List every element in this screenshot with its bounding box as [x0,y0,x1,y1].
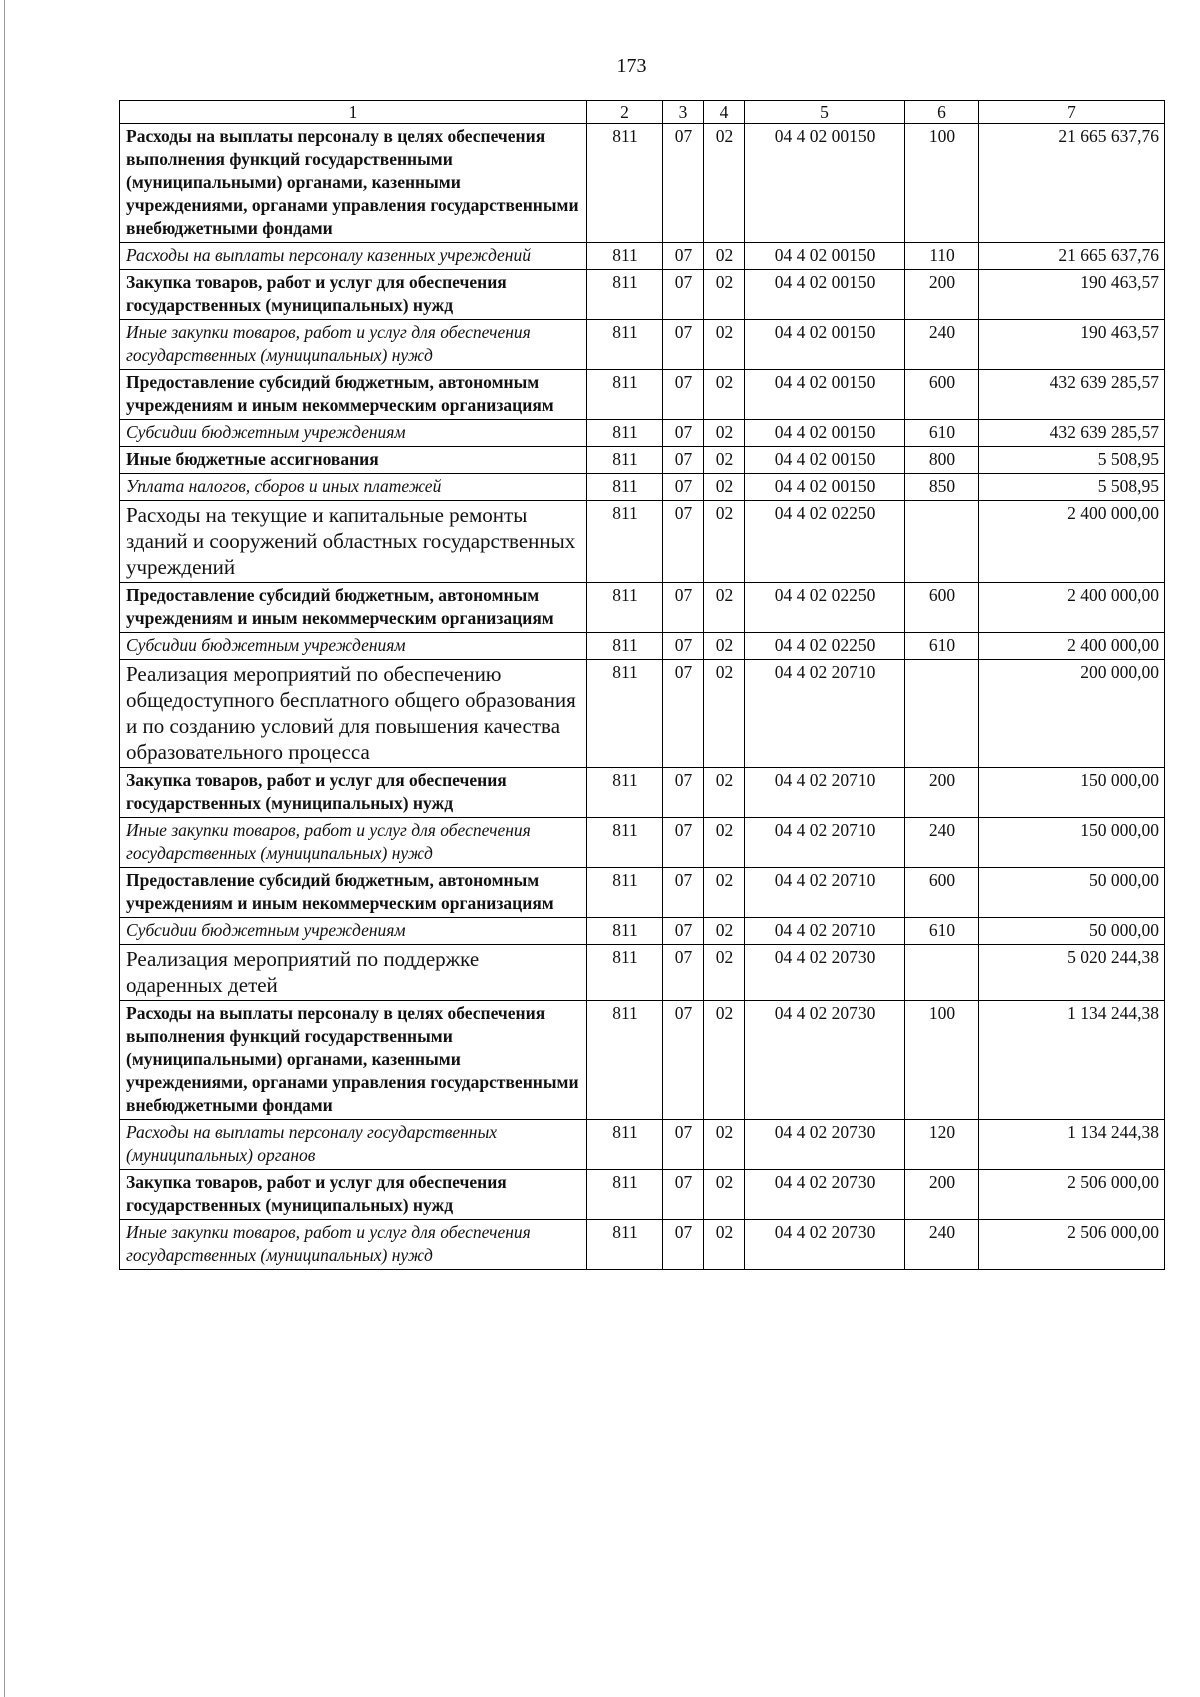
section-code-cell: 07 [663,945,704,1001]
expense-name-cell: Предоставление субсидий бюджетным, автономным учреждениям и иным некоммерческим организациям [120,868,587,918]
amount-cell: 50 000,00 [979,918,1165,945]
expense-type-cell: 600 [905,583,979,633]
table-row [120,1120,1165,1170]
scan-edge-line [4,0,5,1697]
target-article-cell: 04 4 02 00150 [745,270,905,320]
expense-name-cell: Расходы на текущие и капитальные ремонты зданий и сооружений областных государственных учреждений [120,501,587,583]
target-article-cell: 04 4 02 20710 [745,660,905,768]
ministry-code-cell: 811 [587,868,663,918]
subsection-code-cell: 02 [704,660,745,768]
subsection-code-cell: 02 [704,420,745,447]
table-row [120,420,1165,447]
column-header: 2 [587,101,663,124]
expense-type-cell [905,660,979,768]
ministry-code-cell: 811 [587,660,663,768]
header-row [120,101,1165,124]
target-article-cell: 04 4 02 02250 [745,633,905,660]
section-code-cell: 07 [663,1120,704,1170]
section-code-cell: 07 [663,243,704,270]
budget-table [119,100,1165,1270]
section-code-cell: 07 [663,1170,704,1220]
expense-type-cell: 610 [905,633,979,660]
expense-name-cell: Расходы на выплаты персоналу казенных учреждений [120,243,587,270]
table-row [120,868,1165,918]
expense-type-cell: 610 [905,918,979,945]
ministry-code-cell: 811 [587,818,663,868]
target-article-cell: 04 4 02 20710 [745,868,905,918]
target-article-cell: 04 4 02 02250 [745,583,905,633]
expense-name-cell: Реализация мероприятий по обеспечению общедоступного бесплатного общего образования и по созданию условий для повышения качества образовательного процесса [120,660,587,768]
target-article-cell: 04 4 02 00150 [745,420,905,447]
expense-type-cell: 600 [905,370,979,420]
expense-type-cell: 800 [905,447,979,474]
subsection-code-cell: 02 [704,370,745,420]
page-number: 173 [616,55,647,77]
table-row [120,945,1165,1001]
ministry-code-cell: 811 [587,243,663,270]
section-code-cell: 07 [663,583,704,633]
table-row [120,124,1165,243]
ministry-code-cell: 811 [587,633,663,660]
expense-type-cell: 200 [905,768,979,818]
table-row [120,1170,1165,1220]
expense-name-cell: Закупка товаров, работ и услуг для обеспечения государственных (муниципальных) нужд [120,1170,587,1220]
amount-cell: 50 000,00 [979,868,1165,918]
target-article-cell: 04 4 02 20730 [745,1170,905,1220]
expense-type-cell: 100 [905,124,979,243]
target-article-cell: 04 4 02 00150 [745,370,905,420]
expense-name-cell: Расходы на выплаты персоналу в целях обеспечения выполнения функций государственными (муниципальными) органами, казенными учреждениями, органами управления государственными внебюджетными фондами [120,124,587,243]
expense-name-cell: Предоставление субсидий бюджетным, автономным учреждениям и иным некоммерческим организациям [120,583,587,633]
ministry-code-cell: 811 [587,945,663,1001]
amount-cell: 432 639 285,57 [979,370,1165,420]
target-article-cell: 04 4 02 00150 [745,447,905,474]
amount-cell: 190 463,57 [979,270,1165,320]
ministry-code-cell: 811 [587,370,663,420]
amount-cell: 2 400 000,00 [979,633,1165,660]
amount-cell: 5 020 244,38 [979,945,1165,1001]
section-code-cell: 07 [663,270,704,320]
table-row [120,583,1165,633]
ministry-code-cell: 811 [587,270,663,320]
expense-name-cell: Предоставление субсидий бюджетным, автономным учреждениям и иным некоммерческим организациям [120,370,587,420]
amount-cell: 2 400 000,00 [979,501,1165,583]
ministry-code-cell: 811 [587,501,663,583]
ministry-code-cell: 811 [587,1170,663,1220]
ministry-code-cell: 811 [587,583,663,633]
section-code-cell: 07 [663,660,704,768]
expense-type-cell: 240 [905,320,979,370]
ministry-code-cell: 811 [587,124,663,243]
column-header: 1 [120,101,587,124]
amount-cell: 2 506 000,00 [979,1220,1165,1270]
expense-name-cell: Субсидии бюджетным учреждениям [120,633,587,660]
expense-type-cell: 200 [905,1170,979,1220]
expense-type-cell: 200 [905,270,979,320]
ministry-code-cell: 811 [587,1220,663,1270]
section-code-cell: 07 [663,447,704,474]
expense-name-cell: Иные закупки товаров, работ и услуг для обеспечения государственных (муниципальных) нужд [120,1220,587,1270]
expense-name-cell: Иные бюджетные ассигнования [120,447,587,474]
amount-cell: 1 134 244,38 [979,1120,1165,1170]
expense-name-cell: Уплата налогов, сборов и иных платежей [120,474,587,501]
table-row [120,1001,1165,1120]
table-row [120,1220,1165,1270]
target-article-cell: 04 4 02 02250 [745,501,905,583]
amount-cell: 21 665 637,76 [979,124,1165,243]
subsection-code-cell: 02 [704,1001,745,1120]
target-article-cell: 04 4 02 00150 [745,243,905,270]
ministry-code-cell: 811 [587,768,663,818]
ministry-code-cell: 811 [587,474,663,501]
target-article-cell: 04 4 02 20710 [745,818,905,868]
expense-type-cell: 610 [905,420,979,447]
expense-type-cell: 850 [905,474,979,501]
table-row [120,918,1165,945]
target-article-cell: 04 4 02 20710 [745,768,905,818]
column-header: 4 [704,101,745,124]
target-article-cell: 04 4 02 00150 [745,474,905,501]
ministry-code-cell: 811 [587,918,663,945]
target-article-cell: 04 4 02 20730 [745,1001,905,1120]
section-code-cell: 07 [663,420,704,447]
subsection-code-cell: 02 [704,818,745,868]
table-row [120,270,1165,320]
expense-type-cell [905,501,979,583]
expense-type-cell: 240 [905,1220,979,1270]
section-code-cell: 07 [663,370,704,420]
amount-cell: 432 639 285,57 [979,420,1165,447]
table-row [120,447,1165,474]
expense-type-cell: 100 [905,1001,979,1120]
section-code-cell: 07 [663,1001,704,1120]
amount-cell: 2 506 000,00 [979,1170,1165,1220]
target-article-cell: 04 4 02 20730 [745,1120,905,1170]
table-row [120,370,1165,420]
expense-type-cell: 120 [905,1120,979,1170]
amount-cell: 150 000,00 [979,818,1165,868]
column-header: 5 [745,101,905,124]
subsection-code-cell: 02 [704,447,745,474]
ministry-code-cell: 811 [587,420,663,447]
ministry-code-cell: 811 [587,1001,663,1120]
section-code-cell: 07 [663,633,704,660]
expense-name-cell: Расходы на выплаты персоналу в целях обеспечения выполнения функций государственными (муниципальными) органами, казенными учреждениями, органами управления государственными внебюджетными фондами [120,1001,587,1120]
target-article-cell: 04 4 02 00150 [745,320,905,370]
column-header: 7 [979,101,1165,124]
target-article-cell: 04 4 02 00150 [745,124,905,243]
table-row [120,320,1165,370]
expense-name-cell: Закупка товаров, работ и услуг для обеспечения государственных (муниципальных) нужд [120,270,587,320]
amount-cell: 190 463,57 [979,320,1165,370]
ministry-code-cell: 811 [587,1120,663,1170]
expense-name-cell: Реализация мероприятий по поддержке одаренных детей [120,945,587,1001]
subsection-code-cell: 02 [704,124,745,243]
expense-name-cell: Закупка товаров, работ и услуг для обеспечения государственных (муниципальных) нужд [120,768,587,818]
expense-name-cell: Расходы на выплаты персоналу государственных (муниципальных) органов [120,1120,587,1170]
expense-name-cell: Субсидии бюджетным учреждениям [120,420,587,447]
subsection-code-cell: 02 [704,474,745,501]
subsection-code-cell: 02 [704,320,745,370]
table-row [120,768,1165,818]
amount-cell: 200 000,00 [979,660,1165,768]
ministry-code-cell: 811 [587,320,663,370]
section-code-cell: 07 [663,868,704,918]
subsection-code-cell: 02 [704,945,745,1001]
subsection-code-cell: 02 [704,868,745,918]
expense-type-cell: 600 [905,868,979,918]
target-article-cell: 04 4 02 20730 [745,945,905,1001]
subsection-code-cell: 02 [704,243,745,270]
subsection-code-cell: 02 [704,270,745,320]
expense-type-cell: 240 [905,818,979,868]
ministry-code-cell: 811 [587,447,663,474]
section-code-cell: 07 [663,918,704,945]
expense-name-cell: Иные закупки товаров, работ и услуг для обеспечения государственных (муниципальных) нужд [120,320,587,370]
table-row [120,633,1165,660]
subsection-code-cell: 02 [704,1220,745,1270]
section-code-cell: 07 [663,474,704,501]
section-code-cell: 07 [663,320,704,370]
subsection-code-cell: 02 [704,583,745,633]
expense-type-cell: 110 [905,243,979,270]
amount-cell: 21 665 637,76 [979,243,1165,270]
column-header: 3 [663,101,704,124]
table-row [120,243,1165,270]
subsection-code-cell: 02 [704,918,745,945]
expense-name-cell: Иные закупки товаров, работ и услуг для обеспечения государственных (муниципальных) нужд [120,818,587,868]
column-header: 6 [905,101,979,124]
section-code-cell: 07 [663,501,704,583]
subsection-code-cell: 02 [704,1170,745,1220]
table-row [120,501,1165,583]
section-code-cell: 07 [663,1220,704,1270]
expense-name-cell: Субсидии бюджетным учреждениям [120,918,587,945]
amount-cell: 150 000,00 [979,768,1165,818]
section-code-cell: 07 [663,818,704,868]
table-row [120,660,1165,768]
target-article-cell: 04 4 02 20710 [745,918,905,945]
amount-cell: 5 508,95 [979,474,1165,501]
amount-cell: 5 508,95 [979,447,1165,474]
section-code-cell: 07 [663,768,704,818]
table-row [120,818,1165,868]
section-code-cell: 07 [663,124,704,243]
table-row [120,474,1165,501]
target-article-cell: 04 4 02 20730 [745,1220,905,1270]
subsection-code-cell: 02 [704,1120,745,1170]
subsection-code-cell: 02 [704,768,745,818]
subsection-code-cell: 02 [704,501,745,583]
amount-cell: 1 134 244,38 [979,1001,1165,1120]
amount-cell: 2 400 000,00 [979,583,1165,633]
expense-type-cell [905,945,979,1001]
subsection-code-cell: 02 [704,633,745,660]
